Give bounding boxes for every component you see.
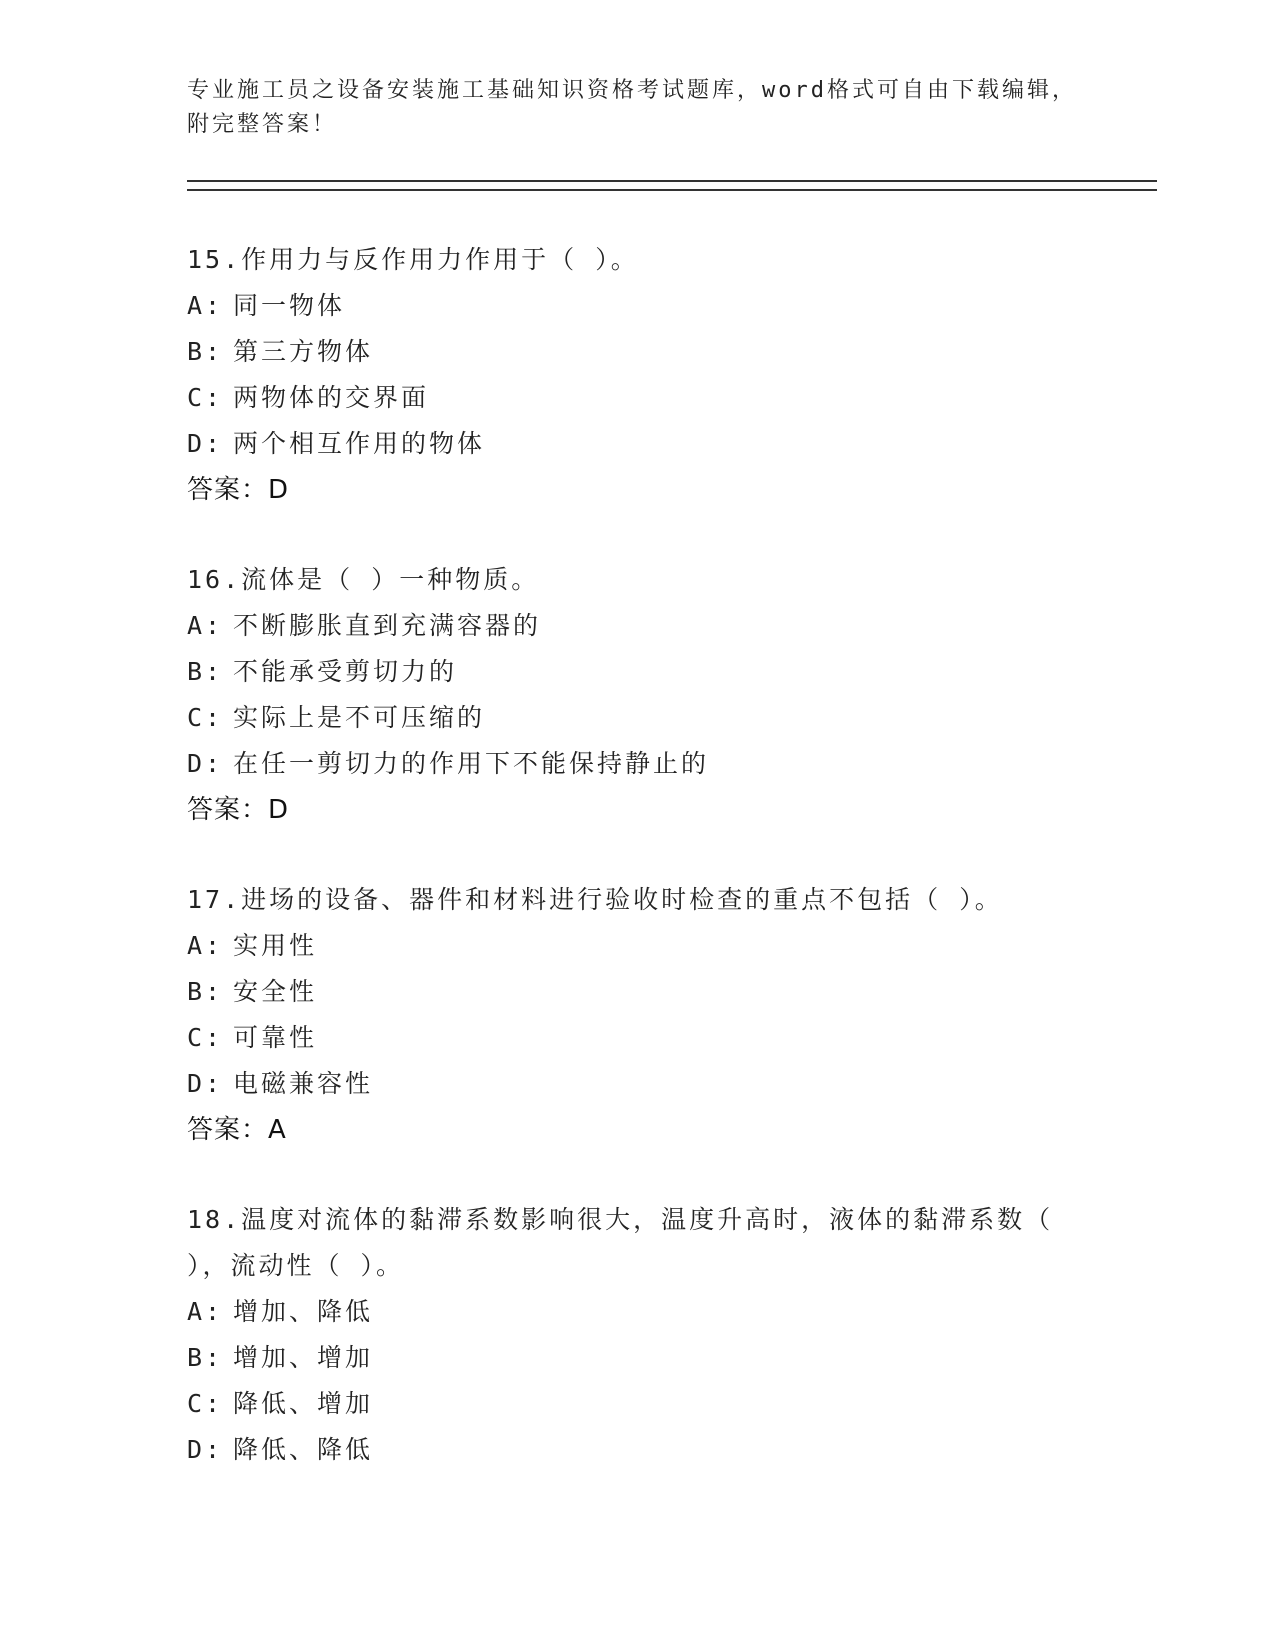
option-text: 安全性 <box>233 977 318 1006</box>
option-b <box>187 649 1157 695</box>
option-key: B: <box>187 657 224 686</box>
option-key: A: <box>187 611 224 640</box>
option-c <box>187 1015 1157 1061</box>
option-text: 实际上是不可压缩的 <box>233 703 486 732</box>
option-a <box>187 283 1157 329</box>
option-c <box>187 375 1157 421</box>
option-text: 实用性 <box>233 931 318 960</box>
answer-line: 答案：A <box>187 1115 287 1145</box>
option-text: 增加、降低 <box>233 1297 374 1326</box>
header-double-rule <box>187 180 1157 191</box>
option-text: 不能承受剪切力的 <box>233 657 458 686</box>
option-d <box>187 1427 1157 1473</box>
option-key: D: <box>187 1069 224 1098</box>
option-text: 可靠性 <box>233 1023 318 1052</box>
question-stem: 17.进场的设备、器件和材料进行验收时检查的重点不包括（ ）。 <box>187 885 1003 914</box>
header-line-1: 专业施工员之设备安装施工基础知识资格考试题库，word格式可自由下载编辑， <box>187 78 1077 103</box>
option-key: A: <box>187 1297 224 1326</box>
question-stem: 18.温度对流体的黏滞系数影响很大，温度升高时，液体的黏滞系数（ ），流动性（ ）。 <box>187 1205 1054 1280</box>
option-d <box>187 1061 1157 1107</box>
option-key: D: <box>187 429 224 458</box>
option-c <box>187 695 1157 741</box>
question-17 <box>187 877 1157 1153</box>
option-key: C: <box>187 1023 224 1052</box>
option-text: 同一物体 <box>233 291 346 320</box>
answer-line: 答案：D <box>187 795 290 825</box>
option-text: 第三方物体 <box>233 337 374 366</box>
question-18 <box>187 1197 1157 1473</box>
option-a <box>187 603 1157 649</box>
question-list <box>187 237 1157 1473</box>
option-text: 降低、降低 <box>233 1435 374 1464</box>
option-text: 电磁兼容性 <box>233 1069 374 1098</box>
question-stem: 15.作用力与反作用力作用于（ ）。 <box>187 245 639 274</box>
option-key: A: <box>187 291 224 320</box>
question-stem: 16.流体是（ ）一种物质。 <box>187 565 540 594</box>
option-text: 增加、增加 <box>233 1343 374 1372</box>
option-d <box>187 741 1157 787</box>
question-16 <box>187 557 1157 833</box>
option-b <box>187 969 1157 1015</box>
option-b <box>187 1335 1157 1381</box>
option-text: 两个相互作用的物体 <box>233 429 486 458</box>
option-text: 不断膨胀直到充满容器的 <box>233 611 542 640</box>
option-key: B: <box>187 337 224 366</box>
option-d <box>187 421 1157 467</box>
option-a <box>187 923 1157 969</box>
option-text: 降低、增加 <box>233 1389 374 1418</box>
answer-line: 答案：D <box>187 475 290 505</box>
option-b <box>187 329 1157 375</box>
option-key: D: <box>187 749 224 778</box>
option-key: C: <box>187 1389 224 1418</box>
option-a <box>187 1289 1157 1335</box>
document-page <box>187 0 1157 1517</box>
option-key: A: <box>187 931 224 960</box>
option-text: 在任一剪切力的作用下不能保持静止的 <box>233 749 710 778</box>
option-key: B: <box>187 977 224 1006</box>
option-key: D: <box>187 1435 224 1464</box>
option-c <box>187 1381 1157 1427</box>
question-15 <box>187 237 1157 513</box>
document-header <box>187 74 1157 142</box>
option-text: 两物体的交界面 <box>233 383 430 412</box>
option-key: C: <box>187 383 224 412</box>
header-line-2: 附完整答案！ <box>187 112 338 137</box>
option-key: C: <box>187 703 224 732</box>
option-key: B: <box>187 1343 224 1372</box>
